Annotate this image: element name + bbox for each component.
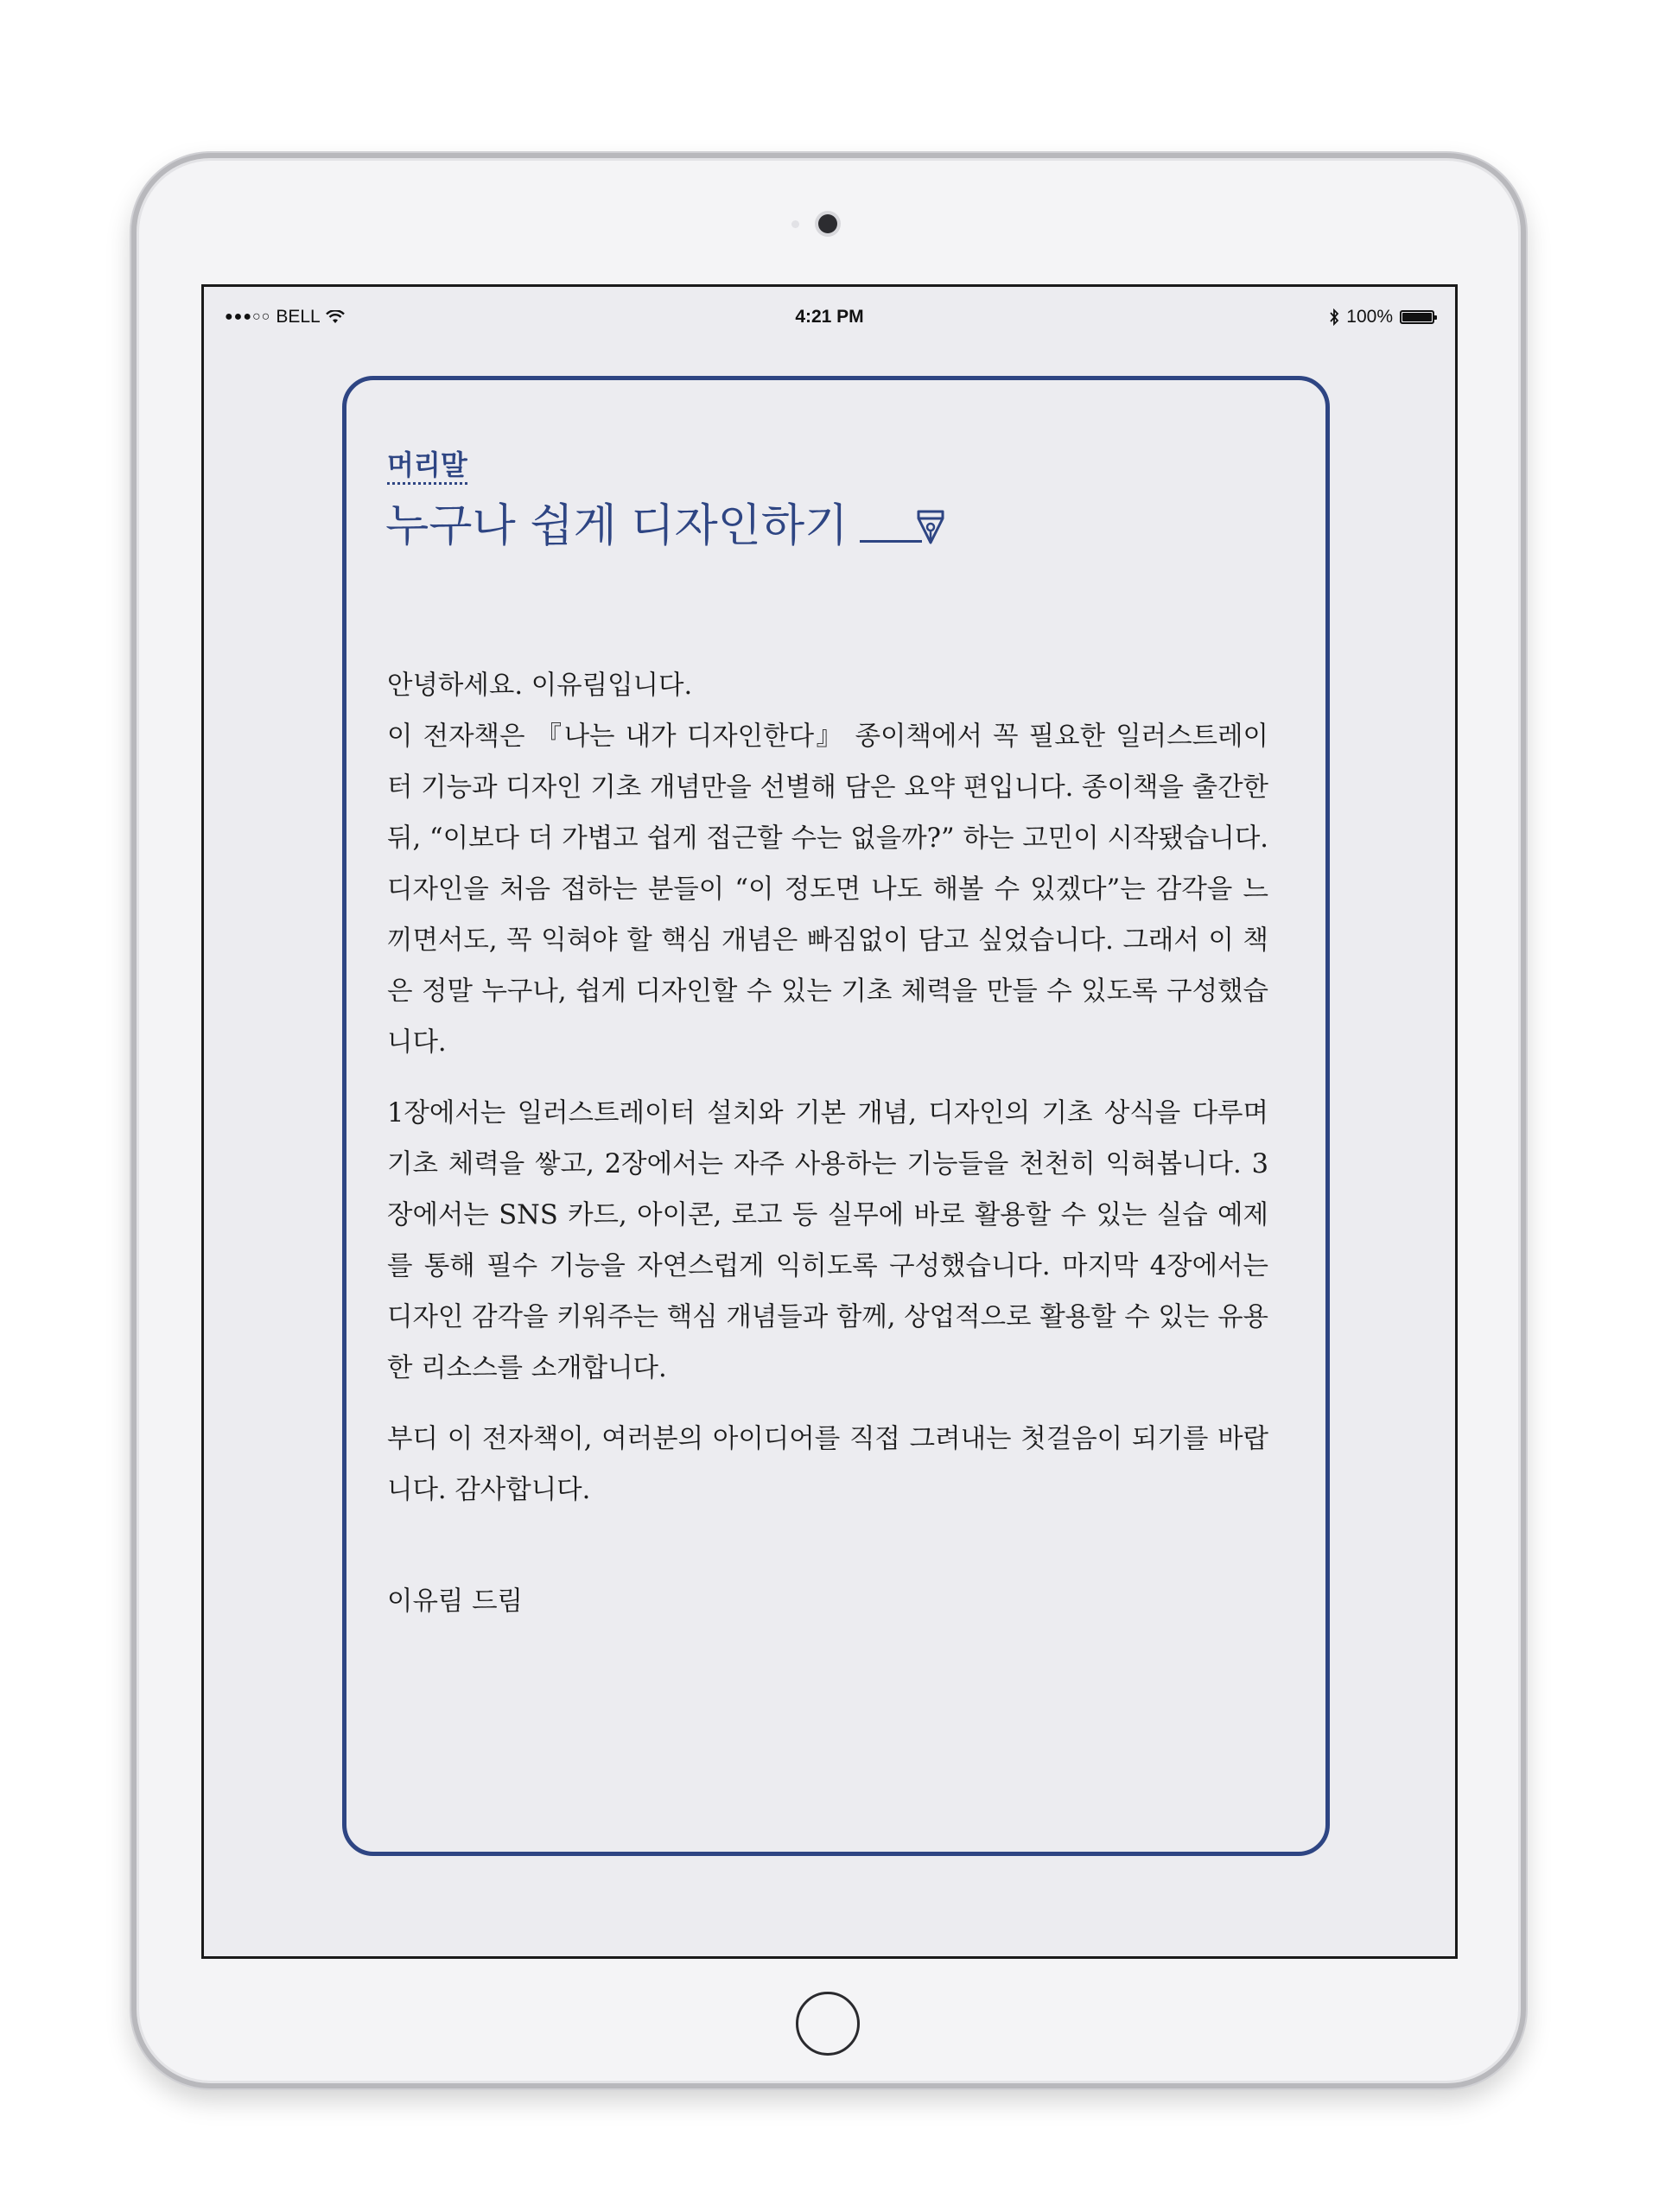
page-title: 누구나 쉽게 디자인하기	[385, 500, 849, 552]
signal-strength-icon: ●●●○○	[225, 309, 271, 324]
preface-card	[342, 376, 1330, 1856]
status-bar	[204, 287, 1455, 332]
home-button[interactable]	[796, 1992, 860, 2056]
preface-body	[387, 660, 1268, 1627]
screen	[201, 284, 1458, 1959]
title-underline	[860, 540, 922, 543]
greeting-paragraph: 안녕하세요. 이유림입니다.	[387, 671, 693, 701]
carrier-name: BELL	[276, 307, 321, 327]
camera-icon	[818, 214, 837, 233]
fountain-pen-icon	[915, 508, 946, 546]
status-right	[1329, 307, 1434, 327]
intro-paragraph: 이 전자책은 『나는 내가 디자인한다』 종이책에서 꼭 필요한 일러스트레이터 기능과 디자인 기초 개념만을 선별해 담은 요약 편입니다. 종이책을 출간한 뒤, “이보다 더 가볍고 쉽게 접근할 수는 없을까?” 하는 고민이 시작됐습니다. 디자인을 처음 접하는 분들이 “이 정도면 나도 해볼 수 있겠다”는 감각을 느끼면서도, 꼭 익혀야 할 핵심 개념은 빠짐없이 담고 싶었습니다. 그래서 이 책은 정말 누구나, 쉽게 디자인할 수 있는 기초 체력을 만들 수 있도록 구성했습니다.	[387, 721, 1268, 1058]
closing-paragraph: 부디 이 전자책이, 여러분의 아이디어를 직접 그려내는 첫걸음이 되기를 바랍니다. 감사합니다.	[387, 1424, 1268, 1505]
sensor-dot	[791, 220, 799, 228]
status-time: 4:21 PM	[795, 307, 864, 327]
chapters-paragraph: 1장에서는 일러스트레이터 설치와 기본 개념, 디자인의 기초 상식을 다루며 기초 체력을 쌓고, 2장에서는 자주 사용하는 기능들을 천천히 익혀봅니다. 3장에서는 SNS 카드, 아이콘, 로고 등 실무에 바로 활용할 수 있는 실습 예제를 통해 필수 기능을 자연스럽게 익히도록 구성했습니다. 마지막 4장에서는 디자인 감각을 키워주는 핵심 개념들과 함께, 상업적으로 활용할 수 있는 유용한 리소스를 소개합니다.	[387, 1098, 1268, 1383]
battery-percent: 100%	[1346, 307, 1393, 327]
author-signature: 이유림 드림	[387, 1586, 524, 1617]
title-row	[385, 499, 946, 553]
battery-icon	[1400, 310, 1434, 324]
section-label: 머리말	[387, 450, 467, 485]
bluetooth-icon	[1329, 308, 1339, 326]
